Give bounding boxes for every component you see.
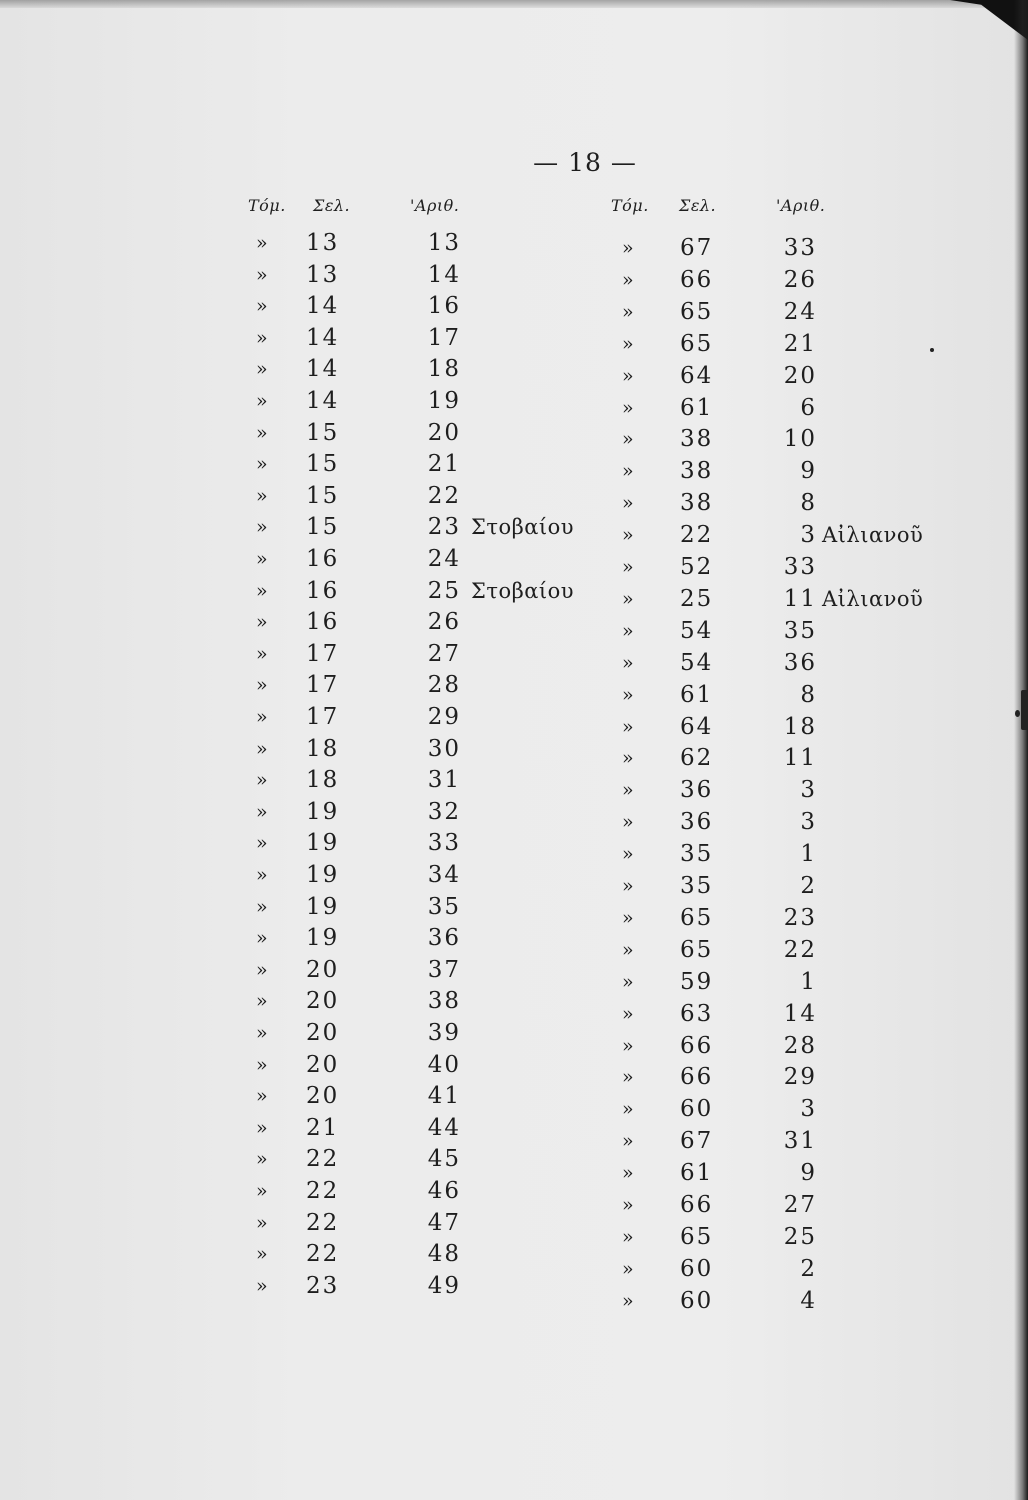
page-cell: 19 xyxy=(306,925,340,952)
page-cell: 15 xyxy=(306,514,340,541)
page-cell: 59 xyxy=(680,968,714,995)
page-number: — 18 — xyxy=(533,148,637,177)
page-cell: 65 xyxy=(680,936,714,963)
number-cell: 35 xyxy=(783,617,817,644)
page-cell: 61 xyxy=(680,681,714,708)
number-cell: 20 xyxy=(783,362,817,389)
table-row xyxy=(0,711,1028,743)
number-cell: 19 xyxy=(427,388,461,414)
tome-ditto-mark: » xyxy=(256,1180,270,1202)
number-cell: 35 xyxy=(427,893,461,920)
tome-ditto-mark: » xyxy=(256,927,270,950)
tome-ditto-mark: » xyxy=(622,1002,636,1025)
tome-ditto-mark: » xyxy=(256,1211,270,1234)
page-cell: 14 xyxy=(306,324,340,351)
tome-ditto-mark: » xyxy=(256,390,270,412)
number-cell: 17 xyxy=(427,324,461,351)
page-cell: 64 xyxy=(680,713,714,740)
scan-speck xyxy=(1015,710,1020,717)
tome-ditto-mark: » xyxy=(256,1022,270,1044)
page-cell: 18 xyxy=(306,767,340,794)
tome-ditto-mark: » xyxy=(256,864,270,886)
number-cell: 10 xyxy=(783,426,817,453)
source-note: Αἰλιανοῦ xyxy=(822,523,924,548)
page-cell: 66 xyxy=(680,266,714,293)
number-cell: 18 xyxy=(783,713,817,740)
tome-ditto-mark: » xyxy=(256,232,270,254)
tome-ditto-mark: » xyxy=(256,358,270,381)
page-cell: 52 xyxy=(680,554,714,580)
table-row xyxy=(0,647,1028,679)
page-cell: 14 xyxy=(306,388,340,414)
number-cell: 8 xyxy=(800,681,817,708)
tome-ditto-mark: » xyxy=(622,237,636,259)
page-cell: 38 xyxy=(680,458,714,485)
tome-ditto-mark: » xyxy=(622,875,636,897)
tome-ditto-mark: » xyxy=(256,295,270,318)
table-row xyxy=(0,774,1028,806)
page-cell: 15 xyxy=(306,419,340,446)
tome-ditto-mark: » xyxy=(256,326,270,349)
page-cell: 22 xyxy=(306,1178,340,1204)
tome-ditto-mark: » xyxy=(622,843,636,866)
tome-ditto-mark: » xyxy=(622,651,636,674)
source-note: Στοβαίου xyxy=(471,578,575,603)
page-cell: 13 xyxy=(306,261,340,288)
page-cell: 23 xyxy=(306,1272,340,1299)
number-cell: 11 xyxy=(783,745,817,772)
page-cell: 62 xyxy=(680,745,714,772)
page-cell: 21 xyxy=(306,1114,340,1141)
number-cell: 39 xyxy=(427,1020,461,1046)
table-row xyxy=(0,423,1028,455)
page-cell: 25 xyxy=(680,585,714,612)
page-cell: 54 xyxy=(680,617,714,644)
number-cell: 33 xyxy=(783,235,817,261)
tome-ditto-mark: » xyxy=(256,674,270,697)
number-cell: 20 xyxy=(427,419,461,446)
page-cell: 19 xyxy=(306,798,340,825)
tome-ditto-mark: » xyxy=(622,1098,636,1121)
page-cell: 54 xyxy=(680,649,714,676)
source-note: Αἰλιανοῦ xyxy=(822,586,924,611)
tome-ditto-mark: » xyxy=(622,1194,636,1216)
number-cell: 3 xyxy=(800,1096,817,1123)
table-row xyxy=(0,1221,1028,1253)
table-row xyxy=(0,934,1028,966)
tome-ditto-mark: » xyxy=(622,428,636,451)
number-cell: 47 xyxy=(427,1209,461,1236)
number-cell: 3 xyxy=(800,777,817,804)
tome-ditto-mark: » xyxy=(256,958,270,981)
page-cell: 19 xyxy=(306,893,340,920)
tome-ditto-mark: » xyxy=(622,587,636,610)
page-cell: 65 xyxy=(680,1223,714,1250)
tome-ditto-mark: » xyxy=(256,706,270,728)
table-row xyxy=(0,1253,1028,1285)
page-cell: 61 xyxy=(680,394,714,421)
number-cell: 28 xyxy=(427,672,461,699)
page-cell: 60 xyxy=(680,1287,714,1314)
page-cell: 20 xyxy=(306,1083,340,1110)
table-row xyxy=(0,966,1028,998)
page-cell: 66 xyxy=(680,1064,714,1091)
number-cell: 13 xyxy=(427,230,461,256)
left-header-tome: Τόμ. xyxy=(248,196,286,215)
tome-ditto-mark: » xyxy=(622,970,636,993)
number-cell: 14 xyxy=(783,1000,817,1027)
tome-ditto-mark: » xyxy=(256,1243,270,1266)
number-cell: 44 xyxy=(427,1114,461,1141)
number-cell: 48 xyxy=(427,1241,461,1268)
left-header-number: 'Αριθ. xyxy=(410,196,460,215)
page-cell: 63 xyxy=(680,1000,714,1027)
number-cell: 23 xyxy=(783,904,817,931)
table-row xyxy=(0,583,1028,615)
page-cell: 14 xyxy=(306,356,340,383)
table-row xyxy=(0,487,1028,519)
number-cell: 22 xyxy=(427,482,461,509)
right-header-tome: Τόμ. xyxy=(611,196,649,215)
page-cell: 19 xyxy=(306,830,340,857)
number-cell: 14 xyxy=(427,261,461,288)
page-cell: 16 xyxy=(306,609,340,636)
number-cell: 1 xyxy=(800,968,817,995)
number-cell: 27 xyxy=(783,1192,817,1218)
number-cell: 22 xyxy=(783,936,817,963)
tome-ditto-mark: » xyxy=(256,611,270,634)
tome-ditto-mark: » xyxy=(256,263,270,286)
tome-ditto-mark: » xyxy=(622,556,636,578)
tome-ditto-mark: » xyxy=(622,1130,636,1153)
page-cell: 35 xyxy=(680,841,714,868)
tome-ditto-mark: » xyxy=(622,460,636,483)
number-cell: 21 xyxy=(427,451,461,478)
number-cell: 24 xyxy=(783,298,817,325)
table-row xyxy=(0,551,1028,583)
tome-ditto-mark: » xyxy=(256,800,270,823)
page-cell: 13 xyxy=(306,230,340,256)
tome-ditto-mark: » xyxy=(622,332,636,355)
tome-ditto-mark: » xyxy=(622,906,636,929)
table-row xyxy=(0,1061,1028,1093)
number-cell: 36 xyxy=(427,925,461,952)
table-row xyxy=(0,838,1028,870)
table-row xyxy=(0,742,1028,774)
page-cell: 67 xyxy=(680,1128,714,1155)
page-cell: 18 xyxy=(306,735,340,762)
scan-speck xyxy=(930,348,934,352)
table-row xyxy=(0,806,1028,838)
table-row xyxy=(0,1189,1028,1221)
number-cell: 8 xyxy=(800,490,817,517)
page-cell: 20 xyxy=(306,956,340,983)
table-row xyxy=(0,615,1028,647)
number-cell: 46 xyxy=(427,1178,461,1204)
page-cell: 22 xyxy=(306,1146,340,1173)
number-cell: 37 xyxy=(427,956,461,983)
page-cell: 15 xyxy=(306,451,340,478)
number-cell: 18 xyxy=(427,356,461,383)
tome-ditto-mark: » xyxy=(622,364,636,387)
number-cell: 36 xyxy=(783,649,817,676)
number-cell: 45 xyxy=(427,1146,461,1173)
page-cell: 36 xyxy=(680,809,714,836)
tome-ditto-mark: » xyxy=(622,938,636,961)
number-cell: 26 xyxy=(783,266,817,293)
table-row xyxy=(0,998,1028,1030)
table-row xyxy=(0,392,1028,424)
scan-edge-mark xyxy=(1021,690,1028,730)
source-note: Στοβαίου xyxy=(471,515,575,540)
page-cell: 38 xyxy=(680,490,714,517)
table-row xyxy=(0,1285,1028,1317)
right-header-page: Σελ. xyxy=(679,196,717,215)
tome-ditto-mark: » xyxy=(256,421,270,444)
tome-ditto-mark: » xyxy=(622,619,636,642)
tome-ditto-mark: » xyxy=(256,832,270,855)
page-cell: 22 xyxy=(306,1209,340,1236)
number-cell: 3 xyxy=(800,522,817,549)
tome-ditto-mark: » xyxy=(256,1053,270,1076)
number-cell: 25 xyxy=(783,1223,817,1250)
table-row xyxy=(0,1157,1028,1189)
table-row xyxy=(0,232,1028,264)
number-cell: 9 xyxy=(800,458,817,485)
left-header-page: Σελ. xyxy=(313,196,351,215)
number-cell: 27 xyxy=(427,640,461,667)
tome-ditto-mark: » xyxy=(622,1066,636,1089)
table-row xyxy=(0,328,1028,360)
table-row xyxy=(0,1125,1028,1157)
tome-ditto-mark: » xyxy=(256,484,270,507)
number-cell: 31 xyxy=(783,1128,817,1155)
page-cell: 65 xyxy=(680,330,714,357)
number-cell: 33 xyxy=(783,554,817,580)
number-cell: 21 xyxy=(783,330,817,357)
tome-ditto-mark: » xyxy=(622,1162,636,1185)
number-cell: 11 xyxy=(783,585,817,612)
table-row xyxy=(0,264,1028,296)
page-cell: 20 xyxy=(306,988,340,1015)
page-cell: 17 xyxy=(306,672,340,699)
tome-ditto-mark: » xyxy=(622,747,636,770)
number-cell: 29 xyxy=(427,704,461,730)
number-cell: 25 xyxy=(427,577,461,604)
table-row xyxy=(0,870,1028,902)
number-cell: 4 xyxy=(800,1287,817,1314)
number-cell: 41 xyxy=(427,1083,461,1110)
tome-ditto-mark: » xyxy=(256,769,270,792)
tome-ditto-mark: » xyxy=(256,453,270,476)
table-row xyxy=(0,902,1028,934)
number-cell: 24 xyxy=(427,546,461,572)
table-row xyxy=(0,1093,1028,1125)
tome-ditto-mark: » xyxy=(622,1289,636,1312)
page-cell: 60 xyxy=(680,1255,714,1282)
tome-ditto-mark: » xyxy=(622,683,636,706)
number-cell: 38 xyxy=(427,988,461,1015)
tome-ditto-mark: » xyxy=(256,1274,270,1297)
tome-ditto-mark: » xyxy=(622,396,636,419)
page-cell: 35 xyxy=(680,873,714,899)
table-row xyxy=(0,455,1028,487)
number-cell: 40 xyxy=(427,1051,461,1078)
number-cell: 6 xyxy=(800,394,817,421)
page-cell: 65 xyxy=(680,904,714,931)
tome-ditto-mark: » xyxy=(256,548,270,570)
page-cell: 15 xyxy=(306,482,340,509)
number-cell: 16 xyxy=(427,293,461,320)
tome-ditto-mark: » xyxy=(622,300,636,323)
page-cell: 66 xyxy=(680,1192,714,1218)
page-cell: 61 xyxy=(680,1160,714,1187)
page-cell: 20 xyxy=(306,1051,340,1078)
right-header-number: 'Αριθ. xyxy=(776,196,826,215)
page-cell: 22 xyxy=(680,522,714,549)
number-cell: 23 xyxy=(427,514,461,541)
page-cell: 65 xyxy=(680,298,714,325)
number-cell: 32 xyxy=(427,798,461,825)
page-cell: 16 xyxy=(306,577,340,604)
tome-ditto-mark: » xyxy=(256,990,270,1013)
tome-ditto-mark: » xyxy=(622,715,636,738)
number-cell: 2 xyxy=(800,1255,817,1282)
number-cell: 33 xyxy=(427,830,461,857)
tome-ditto-mark: » xyxy=(256,895,270,918)
page-cell: 19 xyxy=(306,862,340,888)
number-cell: 30 xyxy=(427,735,461,762)
number-cell: 9 xyxy=(800,1160,817,1187)
table-row xyxy=(0,1030,1028,1062)
page-cell: 64 xyxy=(680,362,714,389)
page-cell: 67 xyxy=(680,235,714,261)
tome-ditto-mark: » xyxy=(256,1116,270,1139)
table-row xyxy=(0,519,1028,551)
scan-shadow-top xyxy=(0,0,1028,8)
table-row xyxy=(0,360,1028,392)
page-cell: 66 xyxy=(680,1032,714,1059)
number-cell: 26 xyxy=(427,609,461,636)
tome-ditto-mark: » xyxy=(256,516,270,539)
page-cell: 17 xyxy=(306,704,340,730)
tome-ditto-mark: » xyxy=(256,737,270,760)
number-cell: 49 xyxy=(427,1272,461,1299)
number-cell: 29 xyxy=(783,1064,817,1091)
tome-ditto-mark: » xyxy=(622,811,636,834)
tome-ditto-mark: » xyxy=(622,779,636,802)
page-cell: 17 xyxy=(306,640,340,667)
number-cell: 2 xyxy=(800,873,817,899)
tome-ditto-mark: » xyxy=(622,524,636,547)
number-cell: 31 xyxy=(427,767,461,794)
tome-ditto-mark: » xyxy=(622,1257,636,1280)
table-row xyxy=(0,679,1028,711)
tome-ditto-mark: » xyxy=(622,1034,636,1057)
tome-ditto-mark: » xyxy=(256,579,270,602)
page-cell: 36 xyxy=(680,777,714,804)
tome-ditto-mark: » xyxy=(256,642,270,665)
tome-ditto-mark: » xyxy=(256,1085,270,1108)
number-cell: 1 xyxy=(800,841,817,868)
tome-ditto-mark: » xyxy=(622,492,636,515)
page-cell: 60 xyxy=(680,1096,714,1123)
page-cell: 38 xyxy=(680,426,714,453)
tome-ditto-mark: » xyxy=(256,1148,270,1171)
table-row xyxy=(0,296,1028,328)
page-cell: 16 xyxy=(306,546,340,572)
page-cell: 22 xyxy=(306,1241,340,1268)
number-cell: 3 xyxy=(800,809,817,836)
tome-ditto-mark: » xyxy=(622,268,636,291)
number-cell: 34 xyxy=(427,862,461,888)
number-cell: 28 xyxy=(783,1032,817,1059)
page-cell: 14 xyxy=(306,293,340,320)
tome-ditto-mark: » xyxy=(622,1225,636,1248)
page-cell: 20 xyxy=(306,1020,340,1046)
